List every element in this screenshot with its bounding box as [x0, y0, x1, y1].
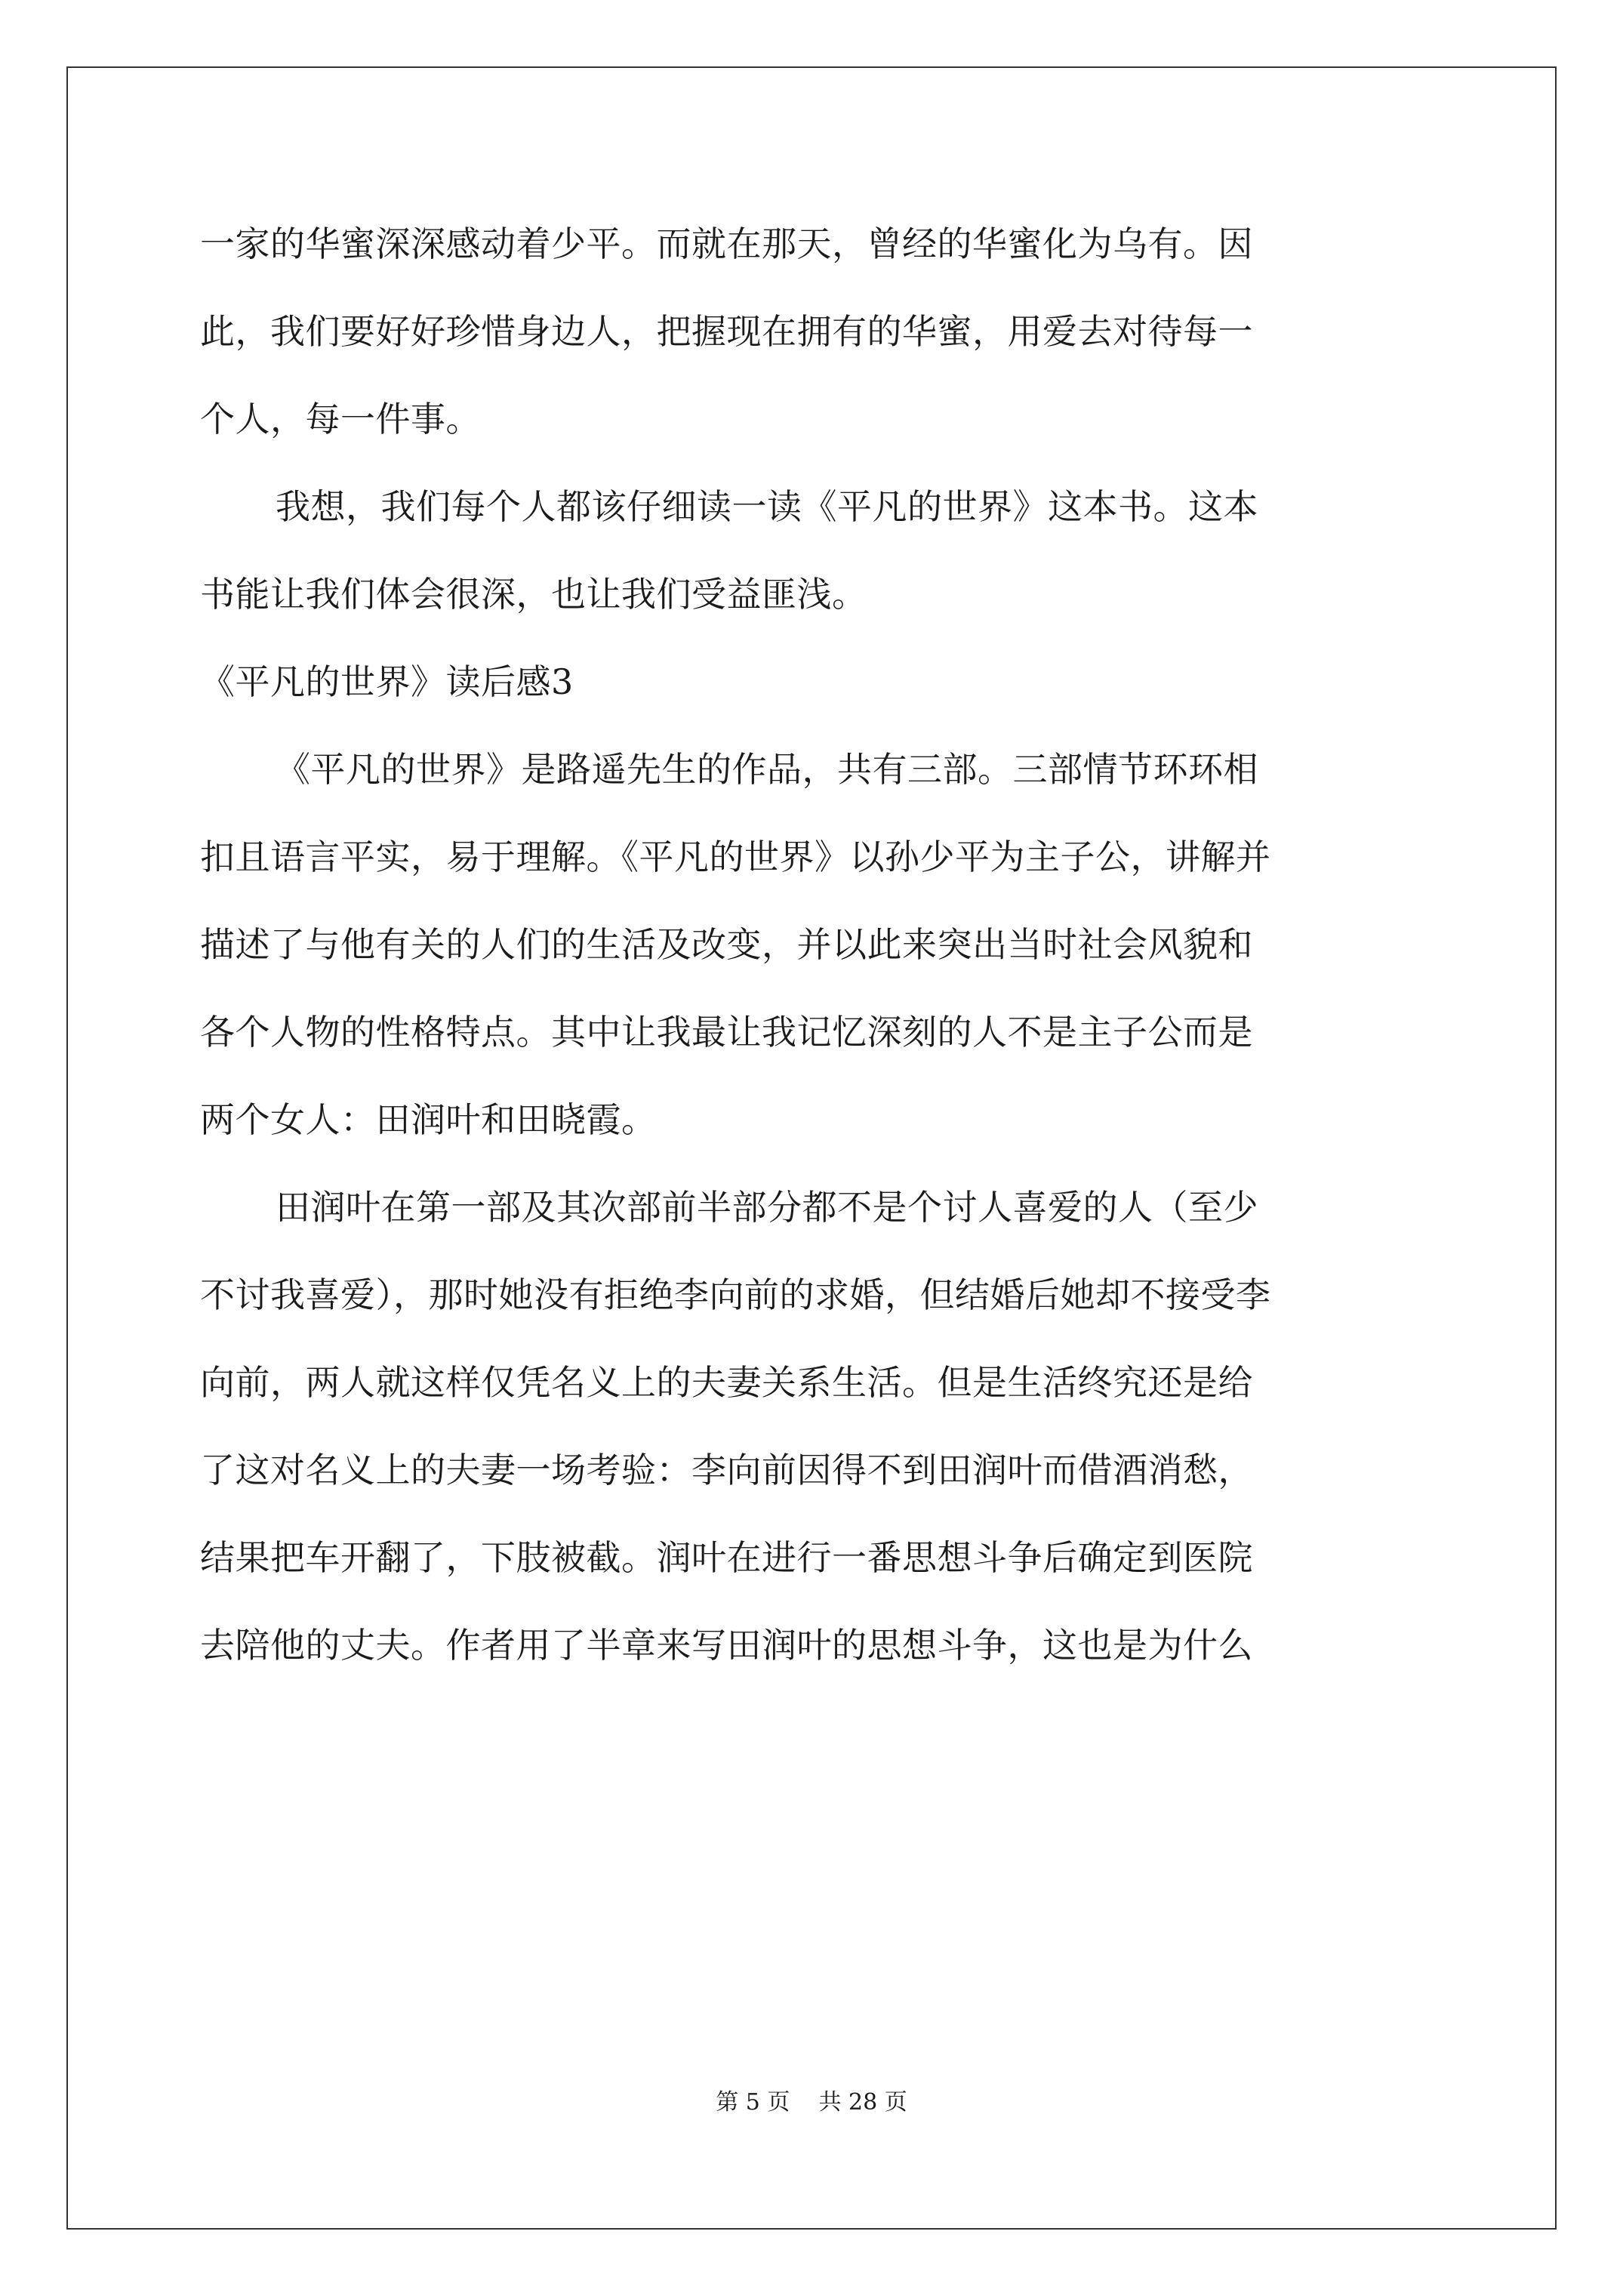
paragraph-line: 结果把车开翻了，下肢被截。润叶在进行一番思想斗争后确定到医院 — [200, 1537, 1253, 1578]
heading-text: 《平凡的世界》读后感3 — [200, 661, 574, 702]
paragraph-line: 描述了与他有关的人们的生活及改变，并以此来突出当时社会风貌和 — [200, 924, 1253, 965]
paragraph-line: 个人，每一件事。 — [200, 399, 481, 439]
document-body — [200, 220, 1438, 1709]
paragraph-line: 我想，我们每个人都该仔细读一读《平凡的世界》这本书。这本 — [276, 486, 1258, 527]
paragraph-line: 扣且语言平实，易于理解。《平凡的世界》以孙少平为主子公，讲解并 — [200, 837, 1271, 877]
page-footer — [0, 2088, 1623, 2118]
paragraph-2 — [200, 483, 1438, 658]
paragraph-line: 一家的华蜜深深感动着少平。而就在那天，曾经的华蜜化为乌有。因 — [200, 223, 1253, 264]
paragraph-line: 田润叶在第一部及其次部前半部分都不是个讨人喜爱的人（至少 — [276, 1187, 1258, 1228]
paragraph-line: 各个人物的性格特点。其中让我最让我记忆深刻的人不是主子公而是 — [200, 1012, 1253, 1052]
page-number: 第 5 页 共 28 页 — [716, 2089, 907, 2116]
paragraph-3 — [200, 746, 1438, 1184]
paragraph-4 — [200, 1184, 1438, 1709]
paragraph-line: 两个女人：田润叶和田晓霞。 — [200, 1099, 657, 1140]
section-heading — [200, 658, 1438, 746]
paragraph-line: 了这对名义上的夫妻一场考验：李向前因得不到田润叶而借酒消愁， — [200, 1450, 1253, 1490]
paragraph-line: 此，我们要好好珍惜身边人，把握现在拥有的华蜜，用爱去对待每一 — [200, 311, 1253, 352]
paragraph-line: 不讨我喜爱），那时她没有拒绝李向前的求婚，但结婚后她却不接受李 — [200, 1274, 1271, 1315]
paragraph-line: 书能让我们体会很深，也让我们受益匪浅。 — [200, 574, 867, 615]
paragraph-line: 去陪他的丈夫。作者用了半章来写田润叶的思想斗争，这也是为什么 — [200, 1625, 1253, 1666]
paragraph-line: 向前，两人就这样仅凭名义上的夫妻关系生活。但是生活终究还是给 — [200, 1362, 1253, 1403]
paragraph-line: 《平凡的世界》是路遥先生的作品，共有三部。三部情节环环相 — [276, 749, 1258, 790]
paragraph-1 — [200, 220, 1438, 483]
